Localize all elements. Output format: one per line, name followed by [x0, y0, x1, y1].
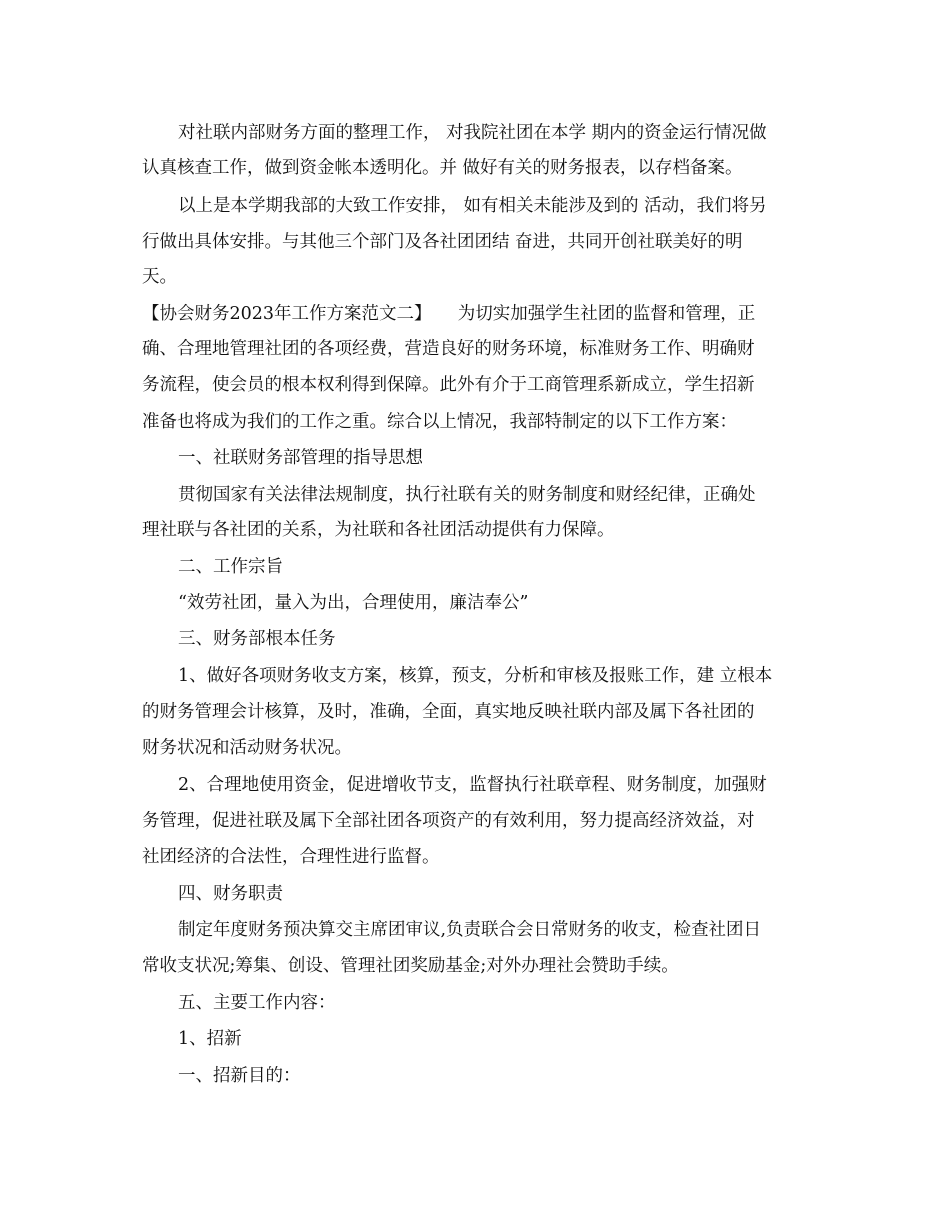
text-line: 财务状况和活动财务状况。 — [142, 738, 352, 758]
section-heading: 1、招新 — [178, 1029, 242, 1049]
section-heading: 五、主要工作内容： — [178, 993, 336, 1013]
text-line: 贯彻国家有关法律法规制度，执行社联有关的财务制度和财经纪律，正确处 — [178, 485, 756, 505]
text-line: 社团经济的合法性，合理性进行监督。 — [142, 847, 440, 867]
text-line: 行做出具体安排。与其他三个部门及各社团团结 奋进，共同开创社联美好的明 — [142, 232, 743, 252]
text-line: 理社联与各社团的关系，为社联和各社团活动提供有力保障。 — [142, 520, 615, 540]
text-line: 天。 — [142, 267, 177, 287]
section-heading: 二、工作宗旨 — [178, 557, 283, 577]
text-line: 准备也将成为我们的工作之重。综合以上情况，我部特制定的以下工作方案： — [142, 412, 737, 432]
section-heading: 一、招新目的： — [178, 1066, 301, 1086]
section-heading: 四、财务职责 — [178, 884, 283, 904]
text-line: 以上是本学期我部的大致工作安排， 如有相关未能涉及到的 活动，我们将另 — [178, 196, 767, 216]
text-line: 认真核查工作，做到资金帐本透明化。并 做好有关的财务报表，以存档备案。 — [142, 158, 743, 178]
text-line: “效劳社团，量入为出，合理使用，廉洁奉公” — [178, 593, 529, 613]
text-line: 确、合理地管理社团的各项经费，营造良好的财务环境，标准财务工作、明确财 — [142, 339, 755, 359]
text-line: 2、合理地使用资金，促进增收节支，监督执行社联章程、财务制度，加强财 — [178, 775, 767, 795]
text-line: 务管理，促进社联及属下全部社团各项资产的有效利用，努力提高经济效益，对 — [142, 811, 755, 831]
text-line: 制定年度财务预决算交主席团审议,负责联合会日常财务的收支，检查社团日 — [178, 920, 762, 940]
text-line: 1、做好各项财务收支方案，核算，预支，分析和审核及报账工作，建 立根本 — [178, 666, 773, 686]
section-heading: 【协会财务2023年工作方案范文二】 为切实加强学生社团的监督和管理，正 — [142, 304, 756, 324]
section-heading: 三、财务部根本任务 — [178, 629, 336, 649]
text-line: 常收支状况;筹集、创设、管理社团奖励基金;对外办理社会赞助手续。 — [142, 956, 679, 976]
text-line: 的财务管理会计核算，及时，准确，全面，真实地反映社联内部及属下各社团的 — [142, 702, 755, 722]
text-line: 务流程，使会员的根本权利得到保障。此外有介于工商管理系新成立，学生招新 — [142, 375, 755, 395]
text-line: 对社联内部财务方面的整理工作， 对我院社团在本学 期内的资金运行情况做 — [178, 123, 767, 143]
section-heading: 一、社联财务部管理的指导思想 — [178, 448, 423, 468]
